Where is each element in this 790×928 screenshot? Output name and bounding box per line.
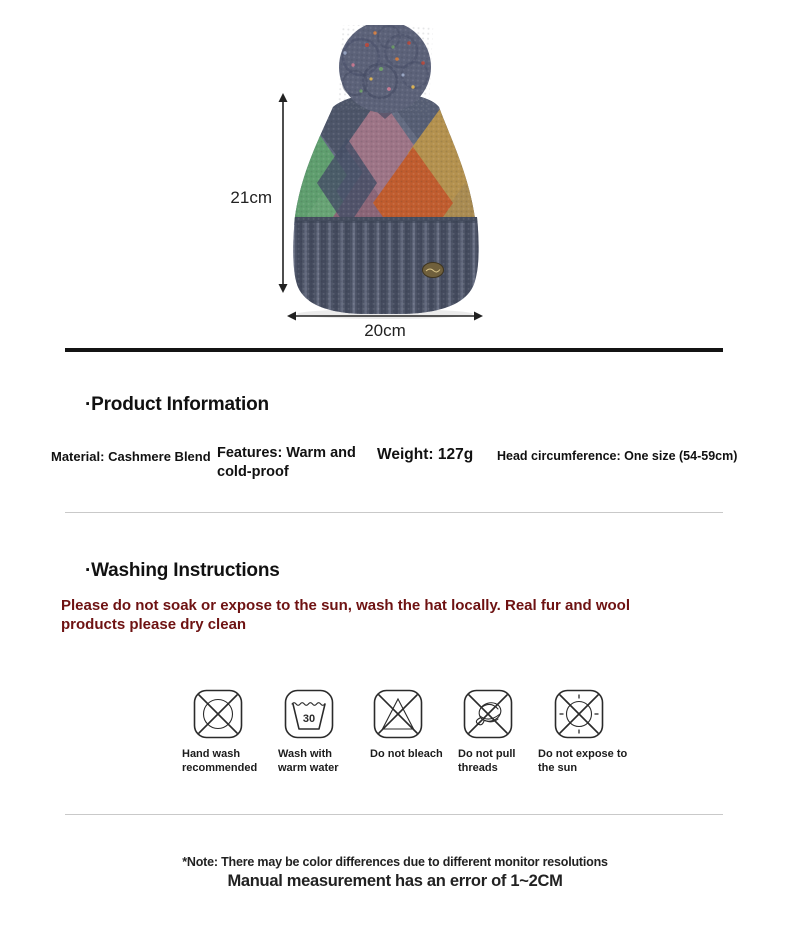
height-dimension-label: 21cm — [230, 188, 272, 207]
brand-badge — [423, 263, 444, 278]
svg-text:30: 30 — [302, 713, 316, 725]
info-features: Features: Warm and cold-proof — [217, 445, 356, 481]
footnote-color-note: *Note: There may be color differences due to different monitor resolutions — [182, 855, 608, 869]
divider-thin-2 — [65, 814, 723, 815]
care-label: Hand wash recommended — [182, 748, 258, 775]
no-sun-icon — [553, 688, 605, 740]
info-head-circumference: Head circumference: One size (54-59cm) — [497, 449, 738, 463]
care-label: Wash with warm water — [278, 748, 339, 775]
care-item-warm-wash — [278, 688, 348, 776]
hand-wash-icon — [192, 688, 244, 740]
no-pull-threads-icon — [462, 688, 514, 740]
care-item-no-pull — [458, 688, 528, 776]
no-bleach-icon — [372, 688, 424, 740]
care-item-no-bleach — [370, 688, 465, 761]
care-label: Do not pull threads — [458, 748, 516, 775]
hat-brim — [291, 217, 481, 316]
care-label: Do not bleach — [370, 748, 443, 760]
width-dimension-label: 20cm — [364, 321, 406, 340]
wash-30-icon — [283, 688, 335, 740]
product-info-heading: ·Product Information — [85, 394, 269, 415]
care-item-no-sun — [538, 688, 638, 776]
washing-warning: Please do not soak or expose to the sun, wash the hat locally. Real fur and wool products please dry clean — [61, 597, 631, 633]
care-label: Do not expose to the sun — [538, 748, 628, 775]
footnote — [0, 855, 790, 891]
divider-thin-1 — [65, 512, 723, 513]
info-weight: Weight: 127g — [377, 446, 474, 463]
info-material: Material: Cashmere Blend — [51, 449, 211, 464]
height-dimension-arrow — [277, 93, 289, 293]
hat-pom-pom — [337, 25, 434, 119]
hat-image — [285, 25, 485, 320]
care-item-hand-wash — [182, 688, 258, 776]
washing-heading: ·Washing Instructions — [85, 560, 280, 581]
divider-thick — [65, 348, 723, 352]
hat-figure — [0, 0, 790, 345]
footnote-measure-note: Manual measurement has an error of 1~2CM — [227, 872, 563, 890]
